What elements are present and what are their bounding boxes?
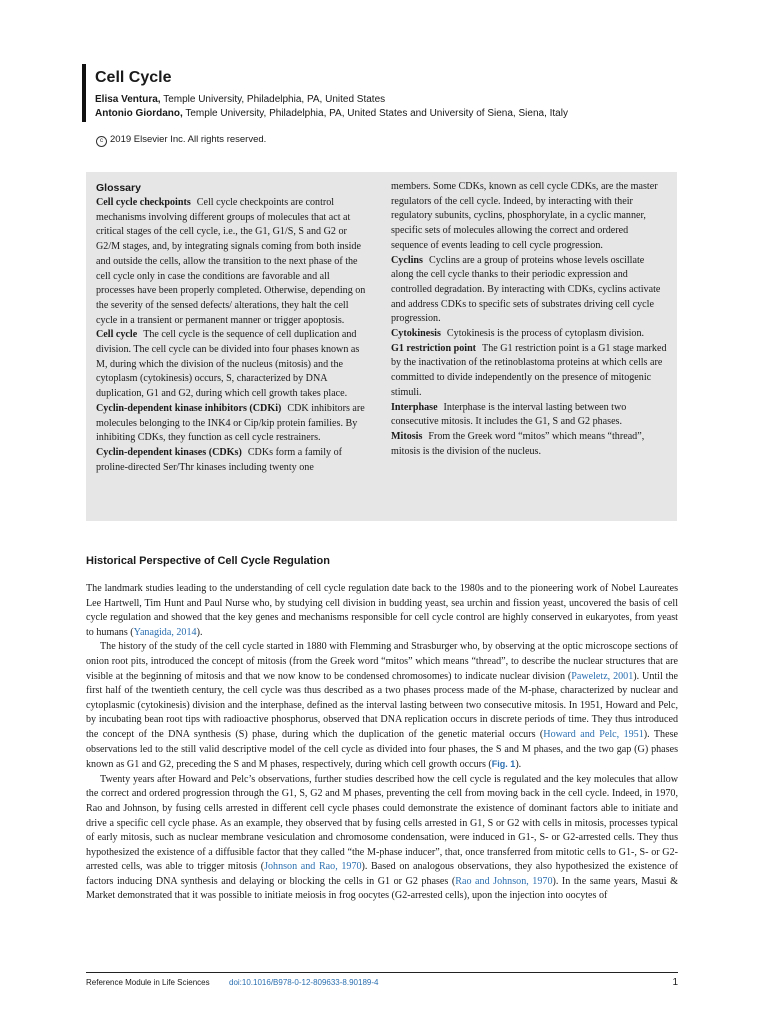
glossary-definition: Interphase is the interval lasting between two consecutive mitosis. It includes the G1, S and G2 phases. [391,401,627,428]
glossary-entry [96,402,370,446]
author-name-1: Elisa Ventura, [95,94,161,105]
author-line-2 [95,107,715,121]
glossary-entry [96,196,370,328]
body-paragraph-2 [86,640,678,772]
glossary-term: Mitosis [391,430,423,442]
copyright-icon: c [96,136,107,147]
glossary-continuation: members. Some CDKs, known as cell cycle CDKs, are the master regulators of the cell cycle. Indeed, by interacting with their regulatory subunits, cyclins, phosphorylate, in a cyclic manner, specific sets of molecules allowing the correct and ordered sequence of events leading to cell cycle progression. [391,181,658,251]
page-number: 1 [672,977,678,988]
glossary-definition: The G1 restriction point is a G1 stage marked by the inactivation of the retinoblastoma proteins at which cells are committed to divide independently on the presence of mitogenic stimuli. [391,342,667,398]
glossary-term: Cyclins [391,254,423,266]
footer-divider [86,972,678,973]
journal-name: Reference Module in Life Sciences [86,978,210,987]
figure-link[interactable]: Fig. 1 [491,759,516,770]
paragraph-text: Twenty years after Howard and Pelc’s observations, further studies described how the cell cycle is regulated and the key molecules that allow the correct and ordered progression through the G1, S, G2 and M phases, preventing the cell from moving back in the cell cycle. Indeed, in 1970, Rao and Johnson, by fusing cells arrested in different cell cycle phases could demonstrate the existence of dominant factors able to initiate and drive a specific cell cycle phase. As an example, they observed that by fusing cells arrested in G1, S or G2 with cells in mitosis, processes typical of early mitosis, such as nuclear membrane vesiculation and chromosome condensation, were induced in G1-, S- or G2-arrested cells. They thus hypothesized the existence of a diffusible factor that they called “the M-phase inducer”, that, once transferred from mitotic cells to G1-, S- or G2- arrested cells, was able to trigger mitosis ( [86,773,678,873]
article-header [82,64,715,122]
citation-link[interactable]: Johnson and Rao, 1970 [264,861,362,873]
glossary-definition: CDK inhibitors are molecules belonging to the INK4 or Cip/kip protein families. By inhibiting CDKs, they function as cell cycle restrainers. [96,402,365,444]
glossary-column-right [391,180,667,459]
citation-link[interactable]: Rao and Johnson, 1970 [455,875,553,887]
copyright-line [96,133,266,147]
glossary-column-left [96,180,370,475]
glossary-term: Cell cycle checkpoints [96,197,191,208]
glossary-entry [391,430,667,459]
glossary-box [86,172,677,521]
glossary-term: G1 restriction point [391,342,477,354]
glossary-term: Cell cycle [96,329,138,341]
glossary-definition: Cell cycle checkpoints are control mechanisms involving different groups of molecules that act at critical stages of the cell cycle, i.e., the G1, G1/S, S and G2 or G2/M stages, and, by integrating signals coming from both inside and outside the cells, allow the transition to the next phase of the cell cycle only in case the conditions are favorable and all processes have been properly completed. Otherwise, depending on the severity of the sensed defects/ alterations, they halt the cell cycle in a transient or permanent manner or trigger apoptosis. [96,197,366,326]
citation-link[interactable]: Howard and Pelc, 1951 [543,728,644,740]
glossary-entry [96,446,370,475]
glossary-entry [391,342,667,401]
citation-link[interactable]: Yanagida, 2014 [133,626,197,638]
paragraph-text: The history of the study of the cell cycle started in 1880 with Flemming and Strasburger who, by observing at the optic microscope sections of onion root pits, introduced the concept of mitosis (from the Greek word “mitos” which means “thread”, to describe the nuclear structures that are visible at the beginning of mitosis and that we now know to be condensed chromosomes) to indicate nuclear division ( [86,641,678,682]
section-heading: Historical Perspective of Cell Cycle Regulation [86,555,330,567]
doi-link[interactable]: doi:10.1016/B978-0-12-809633-8.90189-4 [229,978,379,987]
glossary-definition: From the Greek word “mitos” which means “thread”, mitosis is the division of the nucleus. [391,430,645,457]
paragraph-text: ). Until the first half of the twentieth century, the cell cycle was thus described as a two phases process made of the M-phase, characterized by nuclear and cytoplasmic (cytokinesis) division and the interphase, defined as the interval lasting between two consecutive mitosis. In 1951, Howard and Pelc, by incubating bean root tips with radioactive phosphorus, observed that DNA replication occurs in discrete periods of time. They thus introduced the concept of the DNA synthesis (S) phase, during which the duplication of the genetic material occurs ( [86,670,679,740]
article-body [86,582,678,904]
citation-link[interactable]: Paweletz, 2001 [571,670,634,682]
author-affiliation-2: Temple University, Philadelphia, PA, United States and University of Siena, Siena, Italy [182,108,568,119]
body-paragraph-1 [86,582,678,640]
copyright-text: 2019 Elsevier Inc. All rights reserved. [110,134,267,145]
glossary-definition: Cytokinesis is the process of cytoplasm division. [446,328,645,340]
glossary-term: Cyclin-dependent kinase inhibitors (CDKi) [96,402,282,414]
page-footer [86,976,678,992]
paragraph-text: ). In the same years, Masui & Market demonstrated that it was possible to initiate meiosis in frog oocytes (G2-arrested cells), upon the injection into oocytes of [86,875,678,902]
author-line-1 [95,93,715,107]
paragraph-text: ). [196,626,203,638]
glossary-term: Cytokinesis [391,328,441,340]
author-name-2: Antonio Giordano, [95,108,183,119]
glossary-definition: CDKs form a family of proline-directed Ser/Thr kinases including twenty one [96,446,343,473]
glossary-definition: Cyclins are a group of proteins whose levels oscillate along the cell cycle thanks to their periodic expression and controlled degradation. By interacting with CDKs, cyclins activate and address CDKs to specific sets of substrates driving cell cycle progression. [391,254,661,325]
author-affiliation-1: Temple University, Philadelphia, PA, United States [160,94,386,105]
glossary-entry [96,328,370,402]
glossary-definition: The cell cycle is the sequence of cell duplication and division. The cell cycle can be divided into four phases known as M, during which the division of the nucleus (mitosis) and the cytoplasm (cytokinesis) occurs, S, characterized by DNA duplication, G1 and G2, during which cell growth takes place. [96,329,360,400]
glossary-term: Cyclin-dependent kinases (CDKs) [96,446,242,458]
glossary-entry [391,327,667,342]
glossary-term: Interphase [391,401,438,413]
paragraph-text: ). These observations led to the still valid descriptive model of the cell cycle as divided into four phases, the S and M phases, and the two gap (G) phases known as G1 and G2, preceding the S and M phases, respectively, during which cell growth occurs ( [86,728,678,771]
body-paragraph-3 [86,773,678,904]
article-title: Cell Cycle [95,69,172,86]
paragraph-text: The landmark studies leading to the understanding of cell cycle regulation date back to the 1980s and to the pioneering work of Nobel Laureates Lee Hartwell, Tim Hunt and Paul Nurse who, by studying cell division in budding yeast, sea urchin and fission yeast, uncovered the basis of cell cycle regulation and showed that the key genes and mechanisms responsible for cell cycle control are highly conserved in eukaryotes, from yeast to humans ( [86,583,678,638]
glossary-entry [391,254,667,328]
paragraph-text: ). [515,759,522,771]
paragraph-text: ). Based on analogous observations, they also hypothesized the existence of factors inducing DNA synthesis and delaying or blocking the cells in G1 or G2 phases ( [86,861,678,887]
glossary-heading: Glossary [96,182,141,194]
glossary-entry [391,401,667,430]
